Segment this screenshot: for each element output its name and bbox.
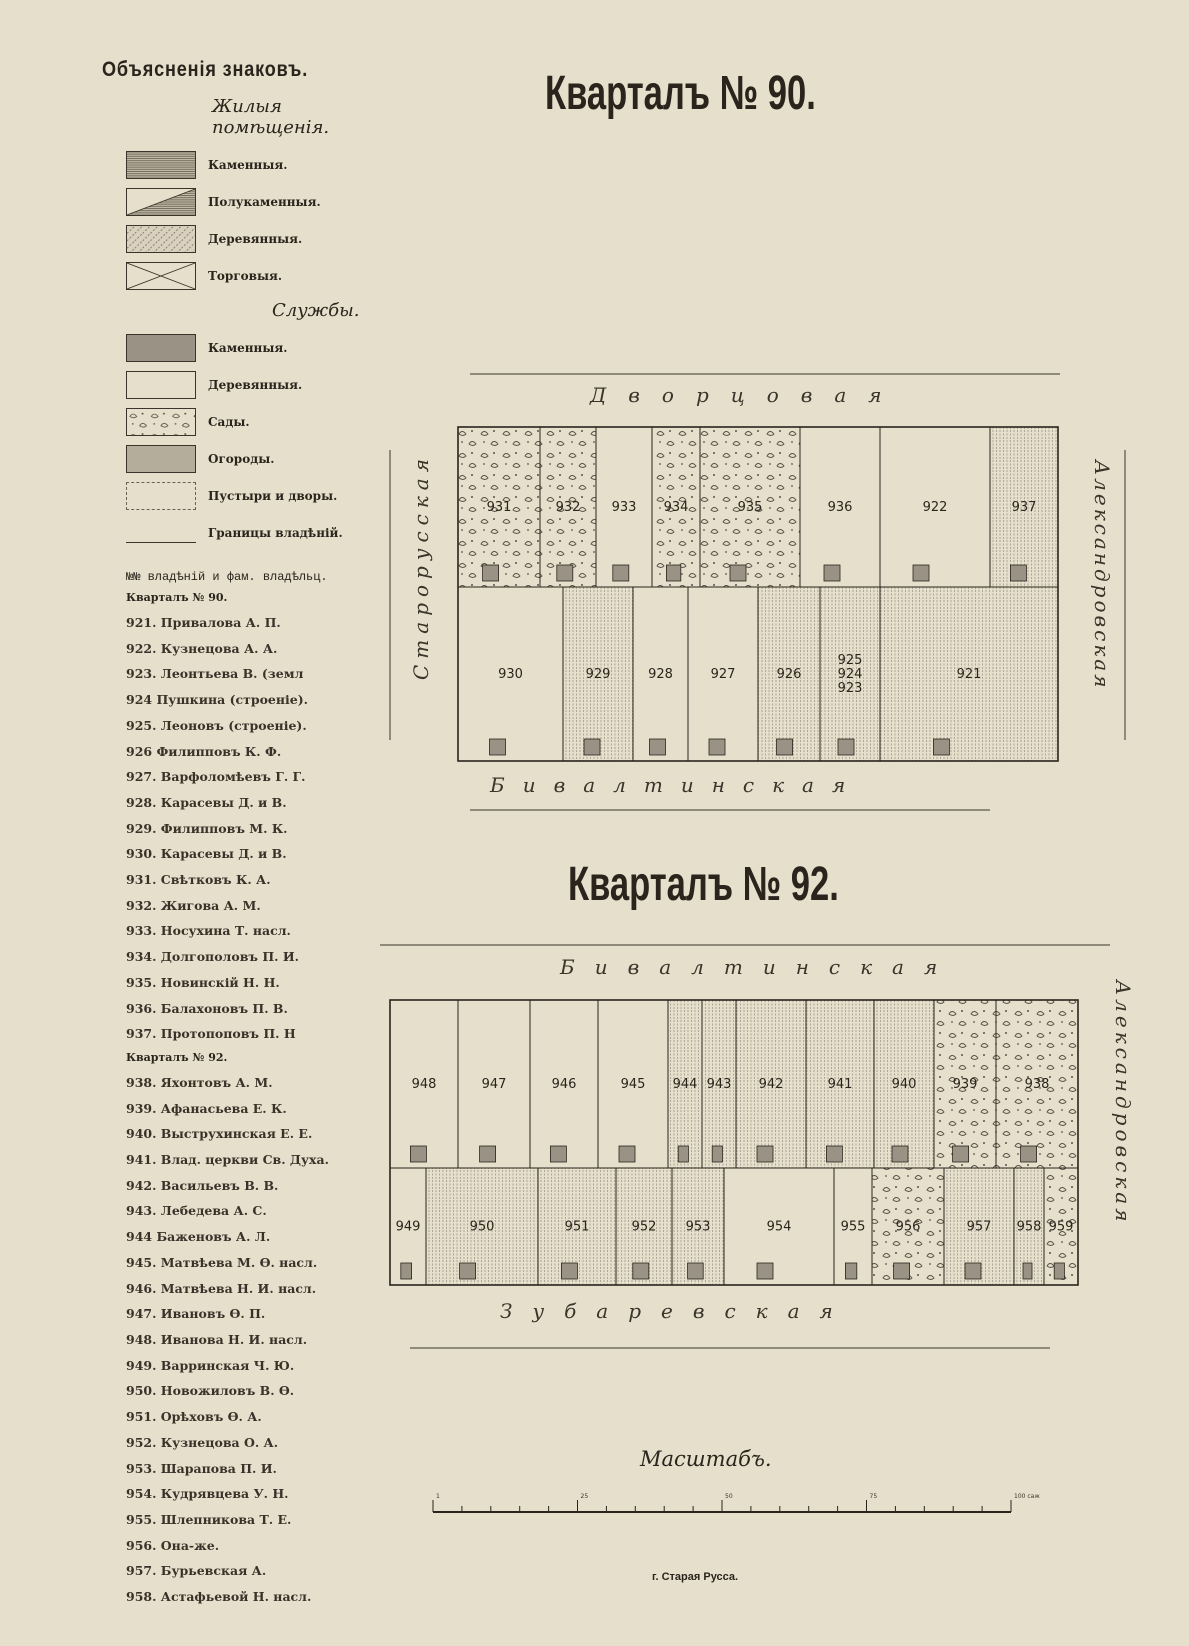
outbuilding [584, 739, 600, 755]
garden-swatch [126, 408, 196, 436]
outbuilding [757, 1146, 773, 1162]
legend-title: Объясненія знаковъ. [102, 58, 309, 81]
plot-number: 938 [1024, 1077, 1050, 1092]
plot-number: 936 [827, 500, 853, 515]
city-caption: г. Старая Русса. [652, 1571, 739, 1583]
outbuilding [824, 565, 840, 581]
plot-number: 937 [1011, 500, 1037, 515]
owner-entry: 944 Баженовъ А. Л. [126, 1229, 271, 1245]
owner-entry: 933. Носухина Т. насл. [126, 923, 291, 939]
owner-entry: 950. Новожиловъ В. Ѳ. [126, 1383, 295, 1399]
plot-number: 943 [706, 1077, 732, 1092]
service-legend-label: Каменныя. [208, 340, 288, 355]
trade-swatch [126, 262, 196, 290]
owner-entry: 947. Ивановъ Ѳ. П. [126, 1306, 266, 1322]
plot-number: 922 [922, 500, 948, 515]
outbuilding [826, 1146, 842, 1162]
owner-entry: 924 Пушкина (строеніе). [126, 692, 309, 708]
outbuilding [688, 1263, 704, 1279]
owner-entry: 922. Кузнецова А. А. [126, 640, 278, 656]
plot-number: 946 [551, 1077, 577, 1092]
living-section-title: Жилыя помѣщенія. [212, 96, 330, 138]
outbuilding [709, 739, 725, 755]
outbuilding [730, 565, 746, 581]
outbuilding [401, 1263, 412, 1279]
owner-entry: 943. Лебедева А. С. [126, 1203, 267, 1219]
outbuilding [410, 1146, 426, 1162]
owner-entry: 956. Она-же. [126, 1537, 220, 1553]
owner-entry: 926 Филипповъ К. Ф. [126, 743, 282, 759]
scale-label: 100 саж [1014, 1493, 1040, 1500]
living-legend-row [126, 220, 398, 257]
owner-entry: 938. Яхонтовъ А. М. [126, 1074, 273, 1090]
outbuilding [1021, 1146, 1037, 1162]
svc-stone-swatch [126, 334, 196, 362]
service-legend-label: Огороды. [208, 451, 275, 466]
q90-street-left: Старорусская [409, 453, 433, 680]
q90-street-bottom: Бивалтинская [490, 773, 864, 797]
owners-caption: №№ владѣній и фам. владѣльц. [126, 570, 328, 584]
q92-map [330, 940, 1135, 1360]
outbuilding [777, 739, 793, 755]
service-legend-row [126, 514, 398, 551]
scale-title: Масштабъ. [640, 1447, 772, 1471]
plot-number: 927 [710, 667, 736, 682]
service-legend-label: Пустыри и дворы. [208, 488, 338, 503]
service-legend-row [126, 403, 398, 440]
owner-entry: 940. Выструхинская Е. Е. [126, 1126, 313, 1142]
q92-street-bottom: Зубаревская [500, 1299, 853, 1323]
scale-label: 50 [725, 1493, 733, 1500]
outbuilding [933, 739, 949, 755]
outbuilding [650, 739, 666, 755]
owner-entry: 952. Кузнецова О. А. [126, 1434, 279, 1450]
plot-number: 939 [952, 1077, 978, 1092]
owner-entry: 921. Привалова А. П. [126, 615, 281, 630]
scale-bar [425, 1486, 1040, 1526]
outbuilding [712, 1146, 722, 1162]
service-legend-label: Сады. [208, 414, 250, 429]
plot-number: 952 [631, 1219, 657, 1235]
service-legend-row [126, 366, 398, 403]
service-legend-row [126, 440, 398, 477]
wood-swatch [126, 225, 196, 253]
half-swatch [126, 188, 196, 216]
q90-street-top: Дворцовая [590, 383, 904, 407]
owner-entry: 929. Филипповъ М. К. [126, 820, 288, 836]
owner-entry: 957. Бурьевская А. [126, 1563, 267, 1579]
living-legend-row [126, 257, 398, 294]
plot-number: 928 [648, 667, 673, 682]
outbuilding [619, 1146, 635, 1162]
plot-number: 944 [672, 1077, 698, 1092]
outbuilding [460, 1263, 476, 1279]
service-legend-label: Границы владѣній. [208, 525, 343, 540]
service-legend-label: Деревянныя. [208, 377, 303, 392]
living-legend-label: Торговыя. [208, 268, 283, 283]
plot-number: 951 [564, 1219, 590, 1235]
owner-entry: 923. Леонтьева В. (земл [126, 666, 304, 682]
living-legend-label: Полукаменныя. [208, 194, 321, 209]
plot-number: 959 [1048, 1219, 1074, 1235]
q92-title: Кварталъ № 92. [568, 858, 839, 911]
plot-number: 958 [1016, 1219, 1042, 1235]
owner-entry: 954. Кудрявцева У. Н. [126, 1486, 289, 1502]
outbuilding [490, 739, 506, 755]
plot-number: 953 [685, 1219, 711, 1235]
plot-number: 956 [895, 1219, 921, 1235]
outbuilding [1054, 1263, 1064, 1279]
outbuilding [1023, 1263, 1032, 1279]
owner-entry: 934. Долгополовъ П. И. [126, 949, 299, 965]
plot-number: 935 [737, 500, 763, 515]
svc-wood-swatch [126, 371, 196, 399]
outbuilding [913, 565, 929, 581]
q92-street-top: Бивалтинская [560, 955, 958, 979]
owner-entry: 939. Афанасьева Е. К. [126, 1100, 287, 1116]
outbuilding [613, 565, 629, 581]
living-legend-row [126, 146, 398, 183]
owner-entry: 932. Жигова А. М. [126, 897, 261, 913]
plot-number: 942 [758, 1077, 784, 1092]
scale-label: 25 [580, 1493, 589, 1500]
plot-number: 954 [766, 1219, 792, 1235]
owner-entry: 951. Орѣховъ Ѳ. А. [126, 1409, 262, 1425]
service-legend-row [126, 329, 398, 366]
outbuilding [633, 1263, 649, 1279]
plot-number: 934 [663, 500, 689, 515]
owner-entry: 937. Протопоповъ П. Н [126, 1026, 296, 1042]
plot-number: 926 [776, 667, 802, 682]
plot-number: 947 [481, 1077, 507, 1092]
outbuilding [845, 1263, 856, 1279]
plot-number: 932 [555, 500, 581, 515]
outbuilding [838, 739, 854, 755]
owner-entry: 936. Балахоновъ П. В. [126, 1000, 288, 1016]
plot-number: 929 [585, 667, 611, 682]
service-legend-row [126, 477, 398, 514]
living-legend-row [126, 183, 398, 220]
living-legend-label: Деревянныя. [208, 231, 303, 246]
owner-entry: 942. Васильевъ В. В. [126, 1177, 279, 1193]
outbuilding [666, 565, 680, 581]
boundary-swatch [126, 529, 196, 543]
owner-entry: 958. Астафьевой Н. насл. [126, 1589, 312, 1605]
outbuilding [557, 565, 573, 581]
outbuilding [1010, 565, 1026, 581]
owner-entry: 935. Новинскій Н. Н. [126, 974, 280, 990]
plot-number: 941 [827, 1077, 853, 1092]
q90-map [390, 360, 1130, 820]
plot-number: 945 [620, 1077, 646, 1092]
living-legend-label: Каменныя. [208, 157, 288, 172]
outbuilding [678, 1146, 688, 1162]
owner-entry: 925. Леоновъ (строеніе). [126, 717, 307, 733]
kitchen-swatch [126, 445, 196, 473]
outbuilding [757, 1263, 773, 1279]
owner-entry: 949. Варринская Ч. Ю. [126, 1357, 295, 1373]
owner-entry: 941. Влад. церкви Св. Духа. [126, 1152, 329, 1168]
q92-owners-heading: Кварталъ № 92. [126, 1050, 228, 1064]
outbuilding [953, 1146, 969, 1162]
yard-swatch [126, 482, 196, 510]
scale-label: 1 [436, 1493, 440, 1500]
plot-number: 921 [956, 667, 982, 682]
scale-label: 75 [869, 1493, 878, 1500]
owner-entry: 945. Матвѣева М. Ѳ. насл. [126, 1254, 318, 1270]
owner-entry: 928. Карасевы Д. и В. [126, 794, 287, 810]
plot-number: 949 [395, 1219, 421, 1235]
plot-number: 925 924 923 [837, 653, 863, 696]
outbuilding [483, 565, 499, 581]
q92-street-right: Александровская [1111, 980, 1135, 1226]
plot-number: 933 [611, 500, 637, 515]
outbuilding [480, 1146, 496, 1162]
plot-number: 948 [411, 1077, 437, 1092]
q90-street-right: Александровская [1090, 460, 1114, 691]
owner-entry: 946. Матвѣева Н. И. насл. [126, 1280, 317, 1296]
outbuilding [965, 1263, 981, 1279]
plot-number: 940 [891, 1077, 917, 1092]
owner-entry: 953. Шарапова П. И. [126, 1460, 277, 1476]
owner-entry: 948. Иванова Н. И. насл. [126, 1331, 308, 1347]
legend [98, 58, 398, 1610]
q90-title: Кварталъ № 90. [545, 67, 816, 120]
owner-entry: 931. Свѣтковъ К. А. [126, 872, 271, 888]
outbuilding [892, 1146, 908, 1162]
outbuilding [561, 1263, 577, 1279]
plot-number: 931 [486, 500, 512, 515]
plot-number: 950 [469, 1219, 495, 1235]
owner-entry: 930. Карасевы Д. и В. [126, 846, 287, 862]
plot-number: 955 [840, 1219, 866, 1235]
stone-swatch [126, 151, 196, 179]
plot-number: 930 [498, 667, 523, 682]
q90-owners-heading: Кварталъ № 90. [126, 591, 228, 604]
owner-entry: 927. Варфоломѣевъ Г. Г. [126, 769, 306, 785]
outbuilding [550, 1146, 566, 1162]
owner-entry: 955. Шлепникова Т. Е. [126, 1511, 292, 1527]
services-section-title: Службы. [272, 300, 360, 321]
outbuilding [894, 1263, 910, 1279]
plot-number: 957 [966, 1219, 992, 1235]
